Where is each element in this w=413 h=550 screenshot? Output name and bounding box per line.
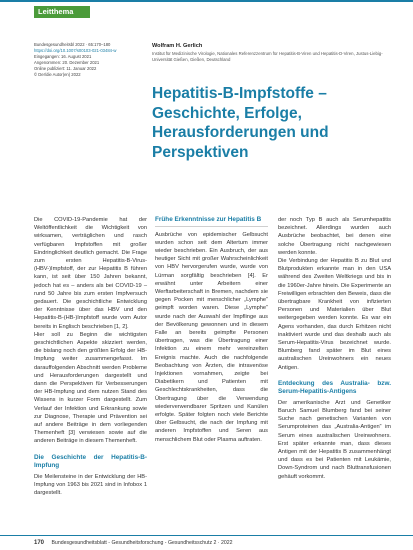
text-column-3 (278, 216, 391, 481)
journal-citation: Bundesgesundheitsbl 2022 · 65:170–180 (34, 42, 111, 47)
published-online-date: Online publiziert: 11. Januar 2022 (34, 66, 97, 72)
history-paragraph: Die Meilensteine in der Entwicklung der HB-Impfung von 1963 bis 2021 sind in Infobox 1 dargestellt. (34, 473, 147, 497)
blood-transmission-paragraph: Die Verbindung der Hepatitis B zu Blut und Blutprodukten erkannte man in den USA während des Zweiten Weltkriegs und bis in die 1960er-Jahre hinein. Die Experimente an Freiwilligen erbrachten den Beweis, dass die übertragbare Krankheit von infizierten Personen und Materialien über Blut weitergegeben werden konnte. Es war ein Agens vorhanden, das durch Erhitzen nicht inaktiviert wurde und das deshalb auch als Serum-Hepatitis-Virus bezeichnet wurde. Blumberg fand später im Blut eines australischen Ureinwohners ein neues Antigen. (278, 258, 391, 371)
top-accent-line (0, 0, 413, 2)
author-affiliation: Institut für Medizinische Virologie, Nationales Referenzzentrum für Hepatitis-B-Viren und Hepatitis-D-Viren, Justus-Liebig-Universität Gießen, Gießen, Deutschland (152, 51, 383, 62)
section-heading-history: Die Geschichte der Hepatitis-B-Impfung (34, 453, 147, 470)
intro-paragraph-2: Hier soll zu Beginn die wichtigsten geschichtlichen Aspekte skizziert werden, die bislang noch den größten Erfolg der HB-Impfung weiter zusammengefasst. Im darauffolgenden Abschnitt werden Probleme und Herausforderungen dargestellt und dann die Perspektiven für Verbesserungen der HB-Impfung und dem nutzen Stand des Wissens in kurzer Form dargestellt. Zum Verlauf der Infektion und Erkrankung sowie zur Diagnose, Therapie und Prävention sei auf andere Beiträge in dem vorliegenden Themenheft [3] verwiesen sowie auf die anderen Beiträge in diesem Themenheft. (34, 331, 147, 445)
section-heading-early-findings: Frühe Erkenntnisse zur Hepatitis B (155, 216, 268, 227)
copyright-notice: © Der/die Autor(en) 2022 (34, 72, 81, 78)
australia-antigen-paragraph: Der amerikanische Arzt und Genetiker Baruch Samuel Blumberg fand bei seiner Suche nach genetischen Varianten von Serumproteinen das „Australia-Antigen“ im Serum eines australischen Ureinwohners. Erst später erkannte man, dass dieses Antigen mit der Hepatitis B zusammenhängt und dass es bei Patienten mit Leukämie, Down-Syndrom und nach Bluttransfusionen gehäuft vorkommt. (278, 399, 391, 480)
page-footer (34, 539, 394, 547)
journal-footer: Bundesgesundheitsblatt - Gesundheitsforschung - Gesundheitsschutz 2 · 2022 (51, 540, 233, 546)
received-date: Eingegangen: 16. August 2021 (34, 54, 92, 60)
author-name: Wolfram H. Gerlich (152, 43, 203, 49)
text-column-2 (155, 216, 268, 444)
doi-link[interactable]: https://doi.org/10.1007/s00103-021-03484-w (34, 48, 117, 54)
intro-paragraph: Die COVID-19-Pandemie hat der Weltöffentlichkeit die Wichtigkeit von wirksamen, verträglichen und rasch verfügbaren Impfstoffen mit großer Eindringlichkeit deutlich gemacht. Die Frage zum ersten Hepatitis-B-Virus-(HBV-)Impfstoff, der zur Hepatitis B führen kann, ist seit über 150 Jahren bekannt, jedoch hat es – anders als bei COVID-19 – rund 50 Jahre bis zum ersten Impfversuch gedauert. Die geschichtliche Entwicklung der Kenntnisse über das HBV und den Hepatitis-B-(HB-)Impfstoff wurde vom Autor bereits in Englisch beschrieben [1, 2]. (34, 217, 147, 330)
article-title: Hepatitis-B-Impfstoffe – Geschichte, Erfolge, Herausforderungen und Perspektiven (152, 85, 329, 161)
section-heading-australia-antigen: Entdeckung des Australia- bzw. Serum-Hepatitis-Antigens (278, 379, 391, 396)
accepted-date: Angenommen: 20. Dezember 2021 (34, 60, 100, 66)
text-column-1 (34, 216, 147, 497)
serum-hepatitis-paragraph: der noch Typ B auch als Serumhepatitis bezeichnet. Allerdings wurden auch Ausbrüche beobachtet, bei denen eine solche Übertragung nicht nachgewiesen werden konnte. (278, 217, 391, 256)
early-findings-paragraph: Ausbrüche von epidemischer Gelbsucht wurden schon seit dem Altertum immer wieder beschrieben. Ein Ausbruch, der aus heutiger Sicht mit großer Wahrscheinlichkeit von HBV hervorgerufen wurde, wurde von Lürman sorgfältig beschrieben [4]. Er erwähnt unter Arbeitern einer Werftarbeiterschaft in Bremen, nachdem sie gegen Pocken mit menschlicher „Lymphe“ geimpft worden waren. Diese „Lymphe“ wurde nach der Auswahl der Impflinge aus der Bevölkerung gewonnen und in diesem Falle an bereits geimpfte Personen übertragen, was die Übertragung einer Infektion zu einem mehr vereinzelten Ereignis machte. Auch die nachfolgende Beobachtung von Ärzten, die intravenöse Injektionen vornahmen, zeigte bei Diabetikern und Patienten mit Geschlechtskrankheiten, dass die Übertragung über die Verwendung wiederverwendbarer Spritzen und Kanülen erfolgte. Später folgten noch viele Berichte über Gelbsucht, die nach der Impfung mit anderen Impfstoffen und Seren aus menschlichem Blut oder Plasma auftraten. (155, 231, 268, 443)
footer-rule (0, 535, 413, 536)
author-block (152, 42, 392, 63)
article-metadata (34, 42, 146, 79)
section-tag: Leitthema (34, 6, 90, 18)
page-number: 170 (34, 540, 45, 546)
